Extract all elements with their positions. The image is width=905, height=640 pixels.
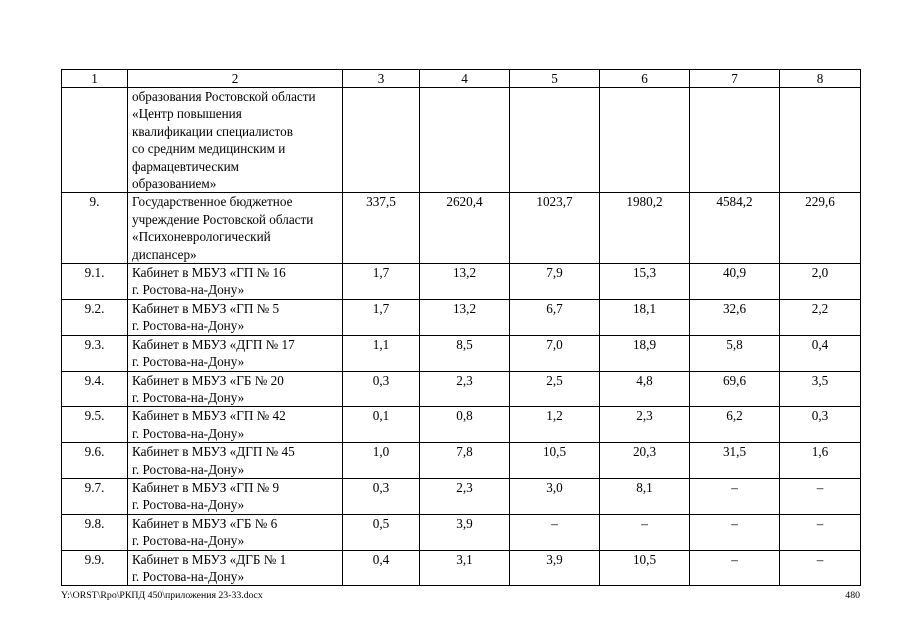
- row-number-cell: 9.: [62, 193, 128, 264]
- table-row: [62, 514, 861, 550]
- value-cell: [510, 88, 600, 193]
- institution-name-cell: [128, 443, 343, 479]
- value-cell: 3,9: [510, 550, 600, 586]
- value-cell: 3,1: [420, 550, 510, 586]
- name-line: г. Ростова-на-Дону»: [132, 318, 245, 334]
- name-line: Кабинет в МБУЗ «ДГП № 45: [132, 444, 295, 460]
- table-row: [62, 443, 861, 479]
- name-line: фармацевтическим: [132, 158, 240, 174]
- institution-name-cell: [128, 335, 343, 371]
- column-header: 7: [690, 70, 780, 88]
- value-cell: 3,0: [510, 478, 600, 514]
- value-cell: 1,7: [343, 299, 420, 335]
- value-cell: 8,1: [600, 478, 690, 514]
- value-cell: –: [780, 550, 861, 586]
- value-cell: [343, 88, 420, 193]
- value-cell: [420, 88, 510, 193]
- value-cell: 1,6: [780, 443, 861, 479]
- value-cell: 8,5: [420, 335, 510, 371]
- value-cell: [600, 88, 690, 193]
- value-cell: 0,8: [420, 407, 510, 443]
- row-number-cell: 9.9.: [62, 550, 128, 586]
- value-cell: 2620,4: [420, 193, 510, 264]
- name-line: г. Ростова-на-Дону»: [132, 389, 245, 405]
- row-number-cell: [62, 88, 128, 193]
- institution-name-cell: [128, 264, 343, 300]
- table-row: [62, 407, 861, 443]
- value-cell: 7,8: [420, 443, 510, 479]
- row-number-cell: 9.7.: [62, 478, 128, 514]
- value-cell: [780, 88, 861, 193]
- row-number-cell: 9.5.: [62, 407, 128, 443]
- name-line: Кабинет в МБУЗ «ГП № 9: [132, 479, 280, 495]
- value-cell: 13,2: [420, 299, 510, 335]
- table-row: [62, 299, 861, 335]
- column-header: 6: [600, 70, 690, 88]
- value-cell: –: [600, 514, 690, 550]
- name-line: Кабинет в МБУЗ «ДГП № 17: [132, 336, 295, 352]
- name-line: учреждение Ростовской области: [132, 211, 314, 227]
- table-row: [62, 371, 861, 407]
- value-cell: 40,9: [690, 264, 780, 300]
- row-number-cell: 9.8.: [62, 514, 128, 550]
- column-header: 8: [780, 70, 861, 88]
- institution-name-cell: [128, 371, 343, 407]
- row-number-cell: 9.6.: [62, 443, 128, 479]
- value-cell: 6,7: [510, 299, 600, 335]
- value-cell: –: [510, 514, 600, 550]
- value-cell: 229,6: [780, 193, 861, 264]
- value-cell: 18,1: [600, 299, 690, 335]
- name-line: г. Ростова-на-Дону»: [132, 425, 245, 441]
- column-header: 1: [62, 70, 128, 88]
- table-row: [62, 264, 861, 300]
- value-cell: 18,9: [600, 335, 690, 371]
- name-line: «Центр повышения: [132, 106, 242, 122]
- name-line: Кабинет в МБУЗ «ДГБ № 1: [132, 551, 287, 567]
- name-line: Кабинет в МБУЗ «ГП № 42: [132, 408, 286, 424]
- table-row: [62, 550, 861, 586]
- value-cell: 5,8: [690, 335, 780, 371]
- value-cell: 13,2: [420, 264, 510, 300]
- value-cell: 20,3: [600, 443, 690, 479]
- value-cell: 6,2: [690, 407, 780, 443]
- value-cell: 1,0: [343, 443, 420, 479]
- footer-file-path: Y:\ORST\Rpo\РКПД 450\приложения 23-33.docx: [61, 590, 263, 601]
- continuation-row: [62, 88, 861, 193]
- value-cell: 7,0: [510, 335, 600, 371]
- value-cell: 0,3: [780, 407, 861, 443]
- page-number: 480: [845, 590, 860, 601]
- name-line: Государственное бюджетное: [132, 194, 293, 210]
- value-cell: 0,3: [343, 478, 420, 514]
- row-number-cell: 9.4.: [62, 371, 128, 407]
- value-cell: 0,4: [780, 335, 861, 371]
- value-cell: 1,7: [343, 264, 420, 300]
- name-line: Кабинет в МБУЗ «ГП № 5: [132, 300, 280, 316]
- value-cell: 4,8: [600, 371, 690, 407]
- value-cell: –: [780, 478, 861, 514]
- value-cell: 0,4: [343, 550, 420, 586]
- institution-name-cell: [128, 514, 343, 550]
- value-cell: 1980,2: [600, 193, 690, 264]
- name-line: со средним медицинским и: [132, 141, 286, 157]
- value-cell: –: [690, 478, 780, 514]
- value-cell: 2,3: [600, 407, 690, 443]
- value-cell: –: [690, 550, 780, 586]
- value-cell: 10,5: [600, 550, 690, 586]
- value-cell: 2,2: [780, 299, 861, 335]
- value-cell: 0,5: [343, 514, 420, 550]
- name-line: квалификации специалистов: [132, 123, 293, 139]
- value-cell: 1,1: [343, 335, 420, 371]
- value-cell: 1,2: [510, 407, 600, 443]
- column-header: 5: [510, 70, 600, 88]
- table-row: [62, 193, 861, 264]
- value-cell: –: [690, 514, 780, 550]
- value-cell: 32,6: [690, 299, 780, 335]
- data-table: [61, 69, 861, 586]
- name-line: Кабинет в МБУЗ «ГП № 16: [132, 265, 286, 281]
- name-line: образованием»: [132, 176, 217, 192]
- name-line: г. Ростова-на-Дону»: [132, 282, 245, 298]
- row-number-cell: 9.2.: [62, 299, 128, 335]
- name-line: г. Ростова-на-Дону»: [132, 533, 245, 549]
- name-line: диспансер»: [132, 246, 197, 262]
- value-cell: 3,5: [780, 371, 861, 407]
- value-cell: 4584,2: [690, 193, 780, 264]
- name-line: г. Ростова-на-Дону»: [132, 354, 245, 370]
- value-cell: 337,5: [343, 193, 420, 264]
- institution-name-cell: [128, 88, 343, 193]
- value-cell: 2,5: [510, 371, 600, 407]
- value-cell: 3,9: [420, 514, 510, 550]
- name-line: г. Ростова-на-Дону»: [132, 461, 245, 477]
- value-cell: 15,3: [600, 264, 690, 300]
- value-cell: 0,1: [343, 407, 420, 443]
- value-cell: 69,6: [690, 371, 780, 407]
- value-cell: 2,3: [420, 478, 510, 514]
- name-line: образования Ростовской области: [132, 89, 316, 104]
- row-number-cell: 9.3.: [62, 335, 128, 371]
- value-cell: 7,9: [510, 264, 600, 300]
- column-header: 4: [420, 70, 510, 88]
- name-line: «Психоневрологический: [132, 229, 271, 245]
- value-cell: [690, 88, 780, 193]
- column-header: 2: [128, 70, 343, 88]
- table-row: [62, 478, 861, 514]
- name-line: Кабинет в МБУЗ «ГБ № 20: [132, 372, 284, 388]
- value-cell: –: [780, 514, 861, 550]
- value-cell: 10,5: [510, 443, 600, 479]
- table-row: [62, 335, 861, 371]
- institution-name-cell: [128, 193, 343, 264]
- name-line: г. Ростова-на-Дону»: [132, 497, 245, 513]
- row-number-cell: 9.1.: [62, 264, 128, 300]
- name-line: г. Ростова-на-Дону»: [132, 568, 245, 584]
- value-cell: 0,3: [343, 371, 420, 407]
- institution-name-cell: [128, 299, 343, 335]
- institution-name-cell: [128, 478, 343, 514]
- column-header: 3: [343, 70, 420, 88]
- institution-name-cell: [128, 550, 343, 586]
- value-cell: 1023,7: [510, 193, 600, 264]
- value-cell: 2,0: [780, 264, 861, 300]
- institution-name-cell: [128, 407, 343, 443]
- value-cell: 31,5: [690, 443, 780, 479]
- value-cell: 2,3: [420, 371, 510, 407]
- header-row: [62, 70, 861, 88]
- name-line: Кабинет в МБУЗ «ГБ № 6: [132, 515, 278, 531]
